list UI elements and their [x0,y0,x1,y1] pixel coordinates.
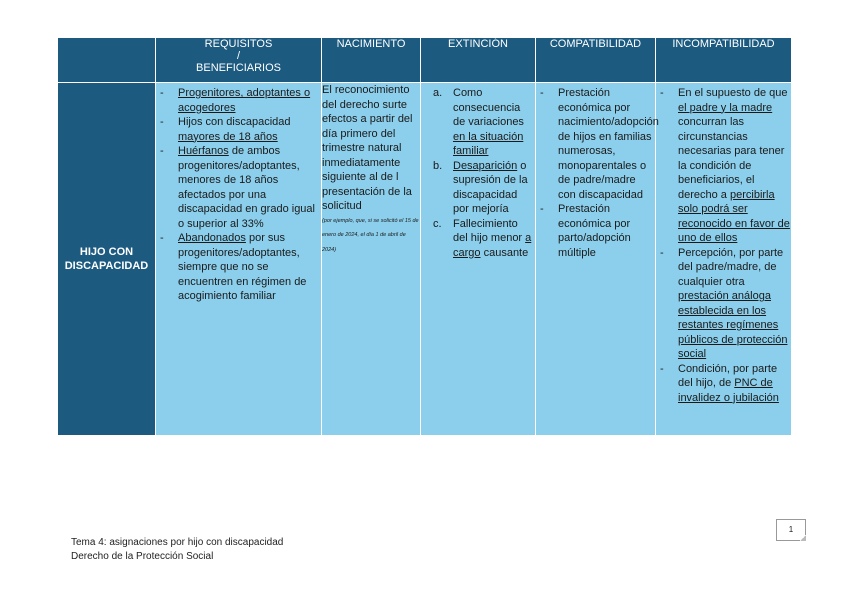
extincion-c-text2: causante [480,246,529,259]
footer-line-2: Derecho de la Protección Social [71,551,214,562]
extincion-b-underline: Desaparición [453,159,518,172]
list-item [156,231,321,304]
header-nacimiento: NACIMIENTO [322,38,421,83]
header-requisitos-line2: / [236,50,241,62]
requisitos-cell [156,83,322,436]
extincion-a-underline: en la situación familiar [453,130,524,157]
footer-line-1: Tema 4: asignaciones por hijo con discapacidad [71,537,284,548]
extincion-b-marker: b. [433,159,443,172]
row-label-line1: HIJO CON [79,246,134,258]
extincion-c-underline: a cargo [453,232,532,259]
extincion-a-text: Como consecuencia de variaciones [453,87,524,128]
header-requisitos-line3: BENEFICIARIOS [196,62,281,74]
requisito-huerfanos-underline: Huérfanos [178,145,229,157]
extincion-list [421,86,535,260]
list-item [421,159,535,217]
list-item [156,86,321,115]
incompat-2-text: Percepción, por parte del padre/madre, de cualquier otra [678,246,784,288]
extincion-a-marker: a. [433,87,443,99]
list-item [421,217,535,261]
nacimiento-cell [322,83,421,436]
header-extincion: EXTINCIÓN [421,38,536,83]
page-number: 1 [776,519,806,541]
list-item [536,202,655,260]
footer [71,536,283,564]
list-item [656,86,791,246]
incompat-2-underline: prestación análoga establecida en los restantes regímenes públicos de protección social [678,290,788,360]
list-item [156,115,321,144]
requisitos-list [156,86,321,304]
list-item [656,362,791,406]
requisito-hijos-text: Hijos con discapacidad [178,116,291,128]
incompat-1-underline-1: el padre y la madre [678,101,773,114]
incompat-1-text-a: En el supuesto de que [678,87,788,99]
requisito-hijos-underline: mayores de 18 años [178,130,278,143]
header-requisitos-line1: REQUISITOS [204,38,273,50]
extincion-c-marker: c. [433,217,442,230]
incompat-1-underline-2: percibirla solo podrá ser reconocido en favor de uno de ellos [678,188,790,244]
header-requisitos [156,38,322,83]
nacimiento-text: El reconocimiento del derecho surte efectos a partir del día primero del trimestre natural inmediatamente siguiente al de l presentación de la solicitud [322,84,413,212]
incompatibilidad-cell [656,83,792,436]
benefits-table [57,37,792,436]
incompatibilidad-list [656,86,791,405]
data-row [58,83,792,436]
compatibilidad-cell [536,83,659,436]
row-label-line2: DISCAPACIDAD [64,260,149,272]
extincion-cell [421,83,536,436]
requisito-abandonados-text: por sus progenitores/adoptantes, siempre que no se encuentren en régimen de acogimiento familiar [178,232,307,302]
compatibilidad-list [536,86,659,260]
header-incompatibilidad: INCOMPATIBILIDAD [656,38,792,83]
list-item [156,144,321,231]
header-row [58,38,792,83]
header-compatibilidad: COMPATIBILIDAD [536,38,656,83]
row-label [58,83,156,436]
incompat-3-text: Condición, por parte del hijo, de [678,362,778,389]
compatibilidad-item-1: Prestación económica por nacimiento/adopción de hijos en familias numerosas, monoparentales o de padre/madre con discapacidad [558,87,659,201]
header-empty [58,38,156,83]
requisito-abandonados-underline: Abandonados [178,232,246,244]
incompat-3-underline: PNC de invalidez o jubilación [678,377,779,404]
list-item [421,86,535,159]
extincion-c-text: Fallecimiento del hijo menor [453,217,526,244]
requisito-progenitores: Progenitores, adoptantes o acogedores [178,87,311,114]
extincion-b-text: o supresión de la discapacidad por mejoría [453,159,528,215]
incompat-1-text-b: concurran las circunstancias necesarias para tener la condición de beneficiarios, el derecho a [678,116,785,201]
compatibilidad-item-2: Prestación económica por parto/adopción múltiple [558,203,631,259]
requisito-huerfanos-text: de ambos progenitores/adoptantes, menores de 18 años afectados por una discapacidad en grado igual o superior al 33% [178,145,315,230]
nacimiento-note: (por ejemplo, que, si se solicitó el 15 de enero de 2024, el día 1 de abril de 2024) [322,217,419,253]
list-item [656,246,791,362]
list-item [536,86,659,202]
